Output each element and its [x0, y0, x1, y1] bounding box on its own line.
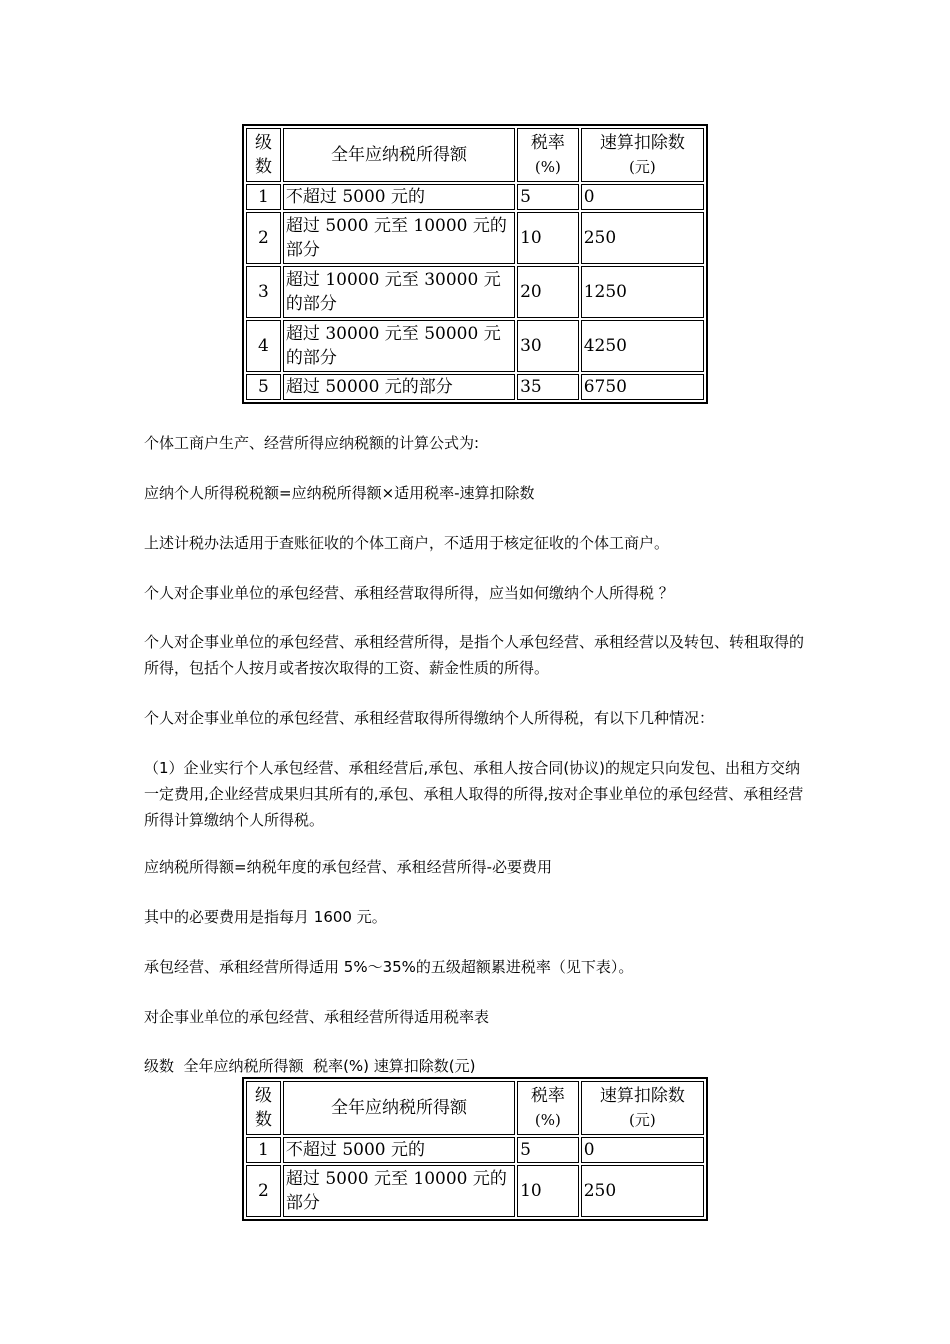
cell-range: 不超过 5000 元的 — [283, 1137, 515, 1163]
header-rate-unit: (%) — [534, 158, 561, 176]
header-level: 级数 — [246, 128, 281, 182]
formula-tax-amount: 应纳个人所得税税额=应纳税所得额×适用税率-速算扣除数 — [144, 484, 535, 502]
cell-deduction: 4250 — [581, 320, 704, 372]
cell-level: 5 — [246, 374, 281, 400]
cell-range: 超过 5000 元至 10000 元的部分 — [283, 212, 515, 264]
table-column-summary: 级数 全年应纳税所得额 税率(%) 速算扣除数(元) — [144, 1057, 476, 1075]
cell-level: 1 — [246, 184, 281, 210]
header-deduction-unit: (元) — [628, 1111, 656, 1129]
cell-deduction: 250 — [581, 212, 704, 264]
header-rate — [517, 128, 579, 182]
paragraph: 上述计税办法适用于查账征收的个体工商户，不适用于核定征收的个体工商户。 — [144, 534, 670, 552]
cell-rate: 10 — [517, 1165, 579, 1217]
header-deduction — [581, 1081, 704, 1135]
header-rate-unit: (%) — [534, 1111, 561, 1129]
header-range: 全年应纳税所得额 — [283, 1081, 515, 1135]
paragraph: 个人对企事业单位的承包经营、承租经营取得所得缴纳个人所得税，有以下几种情况： — [144, 709, 715, 727]
header-deduction-label: 速算扣除数 — [599, 133, 685, 153]
cell-range: 超过 50000 元的部分 — [283, 374, 515, 400]
cell-range: 超过 30000 元至 50000 元的部分 — [283, 320, 515, 372]
header-rate-label: 税率 — [530, 133, 565, 153]
table-row — [246, 266, 704, 318]
paragraph: 个体工商户生产、经营所得应纳税额的计算公式为: — [144, 434, 480, 452]
cell-rate: 20 — [517, 266, 579, 318]
cell-deduction: 0 — [581, 184, 704, 210]
cell-rate: 5 — [517, 1137, 579, 1163]
paragraph: 承包经营、承租经营所得适用 5%～35%的五级超额累进税率（见下表）。 — [144, 958, 634, 976]
question-heading: 个人对企事业单位的承包经营、承租经营取得所得，应当如何缴纳个人所得税 ？ — [144, 584, 674, 602]
header-range: 全年应纳税所得额 — [283, 128, 515, 182]
header-rate — [517, 1081, 579, 1135]
tax-rate-table-2 — [242, 1077, 708, 1221]
table-row — [246, 184, 704, 210]
cell-range: 超过 5000 元至 10000 元的部分 — [283, 1165, 515, 1217]
cell-deduction: 6750 — [581, 374, 704, 400]
cell-range: 超过 10000 元至 30000 元的部分 — [283, 266, 515, 318]
cell-level: 2 — [246, 1165, 281, 1217]
cell-rate: 5 — [517, 184, 579, 210]
header-level: 级数 — [246, 1081, 281, 1135]
table-header-row — [246, 1081, 704, 1135]
cell-level: 2 — [246, 212, 281, 264]
table-row — [246, 320, 704, 372]
paragraph: 其中的必要费用是指每月 1600 元。 — [144, 908, 387, 926]
table-row — [246, 212, 704, 264]
header-deduction-label: 速算扣除数 — [599, 1086, 685, 1106]
table-row — [246, 1165, 704, 1217]
table-row — [246, 374, 704, 400]
paragraph: 个人对企事业单位的承包经营、承租经营所得，是指个人承包经营、承租经营以及转包、转租取得的所得，包括个人按月或者按次取得的工资、薪金性质的所得。 — [144, 633, 805, 677]
cell-level: 3 — [246, 266, 281, 318]
tax-rate-table-1 — [242, 124, 708, 404]
paragraph: （1）企业实行个人承包经营、承租经营后,承包、承租人按合同(协议)的规定只向发包、出租方交纳一定费用,企业经营成果归其所有的,承包、承租人取得的所得,按对企事业单位的承包经营、承租经营所得计算缴纳个人所得税。 — [144, 759, 804, 829]
cell-deduction: 0 — [581, 1137, 704, 1163]
cell-range: 不超过 5000 元的 — [283, 184, 515, 210]
table-caption: 对企事业单位的承包经营、承租经营所得适用税率表 — [144, 1008, 490, 1026]
cell-level: 4 — [246, 320, 281, 372]
table-row — [246, 1137, 704, 1163]
cell-deduction: 1250 — [581, 266, 704, 318]
cell-rate: 10 — [517, 212, 579, 264]
header-deduction — [581, 128, 704, 182]
cell-rate: 35 — [517, 374, 579, 400]
table-header-row — [246, 128, 704, 182]
cell-rate: 30 — [517, 320, 579, 372]
cell-level: 1 — [246, 1137, 281, 1163]
cell-deduction: 250 — [581, 1165, 704, 1217]
formula-taxable-income: 应纳税所得额=纳税年度的承包经营、承租经营所得-必要费用 — [144, 858, 552, 876]
header-deduction-unit: (元) — [628, 158, 656, 176]
header-rate-label: 税率 — [530, 1086, 565, 1106]
